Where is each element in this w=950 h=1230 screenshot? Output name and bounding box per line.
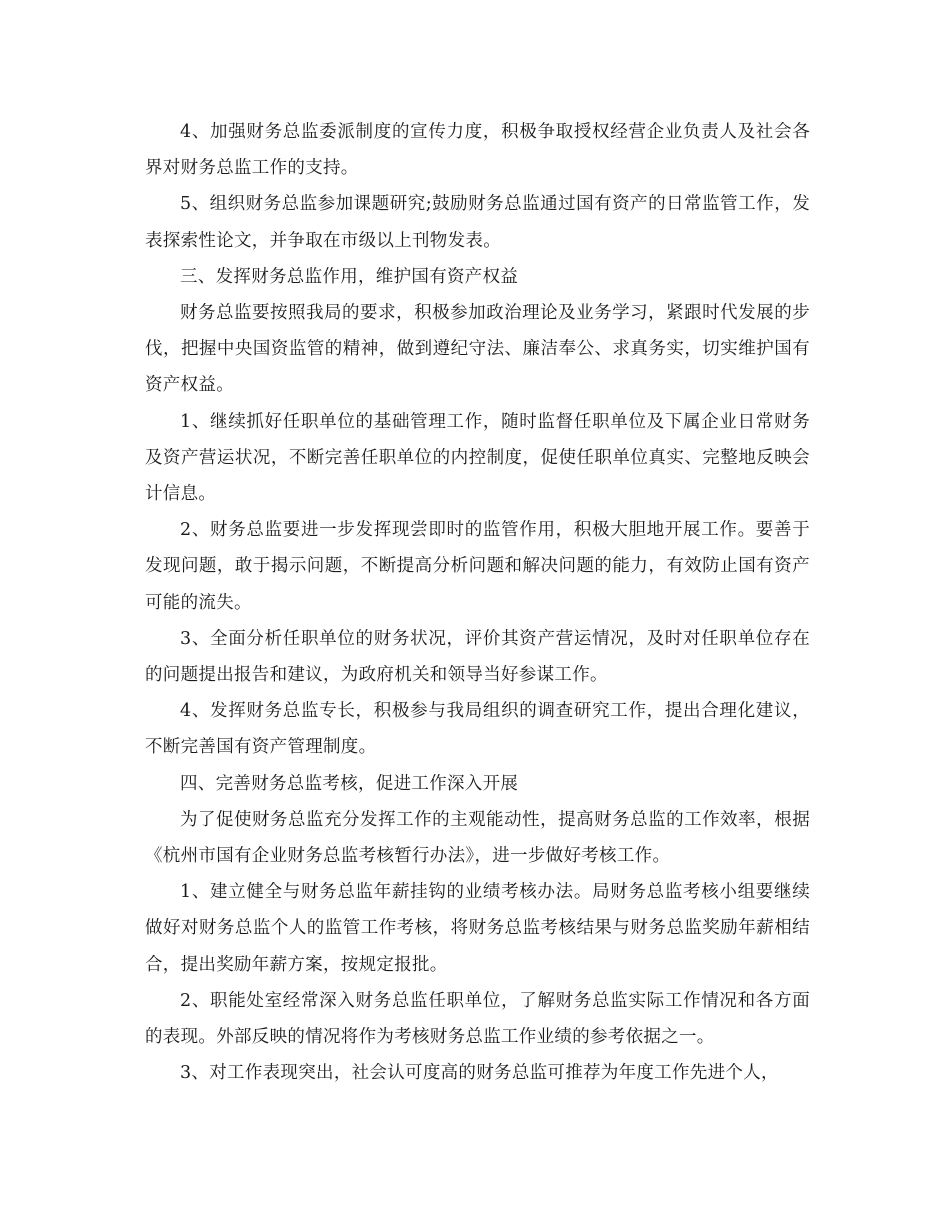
paragraph-item-1-assessment: 1、建立健全与财务总监年薪挂钩的业绩考核办法。局财务总监考核小组要继续做好对财务总监个人的监管工作考核，将财务总监考核结果与财务总监奖励年薪相结合，提出奖励年薪方案，按规定报批。 bbox=[145, 882, 810, 975]
paragraph-item-1-management: 1、继续抓好任职单位的基础管理工作，随时监督任职单位及下属企业日常财务及资产营运状况，不断完善任职单位的内控制度，促使任职单位真实、完整地反映会计信息。 bbox=[145, 411, 810, 505]
paragraph-section-4-intro: 为了促使财务总监充分发挥工作的主观能动性，提高财务总监的工作效率，根据《杭州市国有企业财务总监考核暂行办法》，进一步做好考核工作。 bbox=[145, 809, 810, 867]
section-heading-4: 四、完善财务总监考核，促进工作深入开展 bbox=[180, 773, 519, 794]
document-body bbox=[145, 114, 810, 1091]
paragraph-item-3-recognition: 3、对工作表现突出，社会认可度高的财务总监可推荐为年度工作先进个人， bbox=[180, 1063, 779, 1084]
paragraph-item-4-expertise: 4、发挥财务总监专长，积极参与我局组织的调查研究工作，提出合理化建议，不断完善国有资产管理制度。 bbox=[145, 701, 810, 758]
section-heading-3: 三、发挥财务总监作用，维护国有资产权益 bbox=[180, 266, 519, 287]
paragraph-item-4-publicity: 4、加强财务总监委派制度的宣传力度，积极争取授权经营企业负责人及社会各界对财务总监工作的支持。 bbox=[145, 122, 810, 179]
paragraph-item-5-research: 5、组织财务总监参加课题研究;鼓励财务总监通过国有资产的日常监管工作，发表探索性论文，并争取在市级以上刊物发表。 bbox=[145, 194, 810, 251]
paragraph-section-3-intro: 财务总监要按照我局的要求，积极参加政治理论及业务学习，紧跟时代发展的步伐，把握中央国资监管的精神，做到遵纪守法、廉洁奉公、求真务实，切实维护国有资产权益。 bbox=[145, 303, 810, 396]
paragraph-item-2-departments: 2、职能处室经常深入财务总监任职单位，了解财务总监实际工作情况和各方面的表现。外部反映的情况将作为考核财务总监工作业绩的参考依据之一。 bbox=[145, 990, 810, 1048]
paragraph-item-2-supervision: 2、财务总监要进一步发挥现尝即时的监管作用，积极大胆地开展工作。要善于发现问题，敢于揭示问题，不断提高分析问题和解决问题的能力，有效防止国有资产可能的流失。 bbox=[145, 520, 810, 613]
paragraph-item-3-analysis: 3、全面分析任职单位的财务状况，评价其资产营运情况，及时对任职单位存在的问题提出报告和建议，为政府机关和领导当好参谋工作。 bbox=[145, 628, 810, 686]
